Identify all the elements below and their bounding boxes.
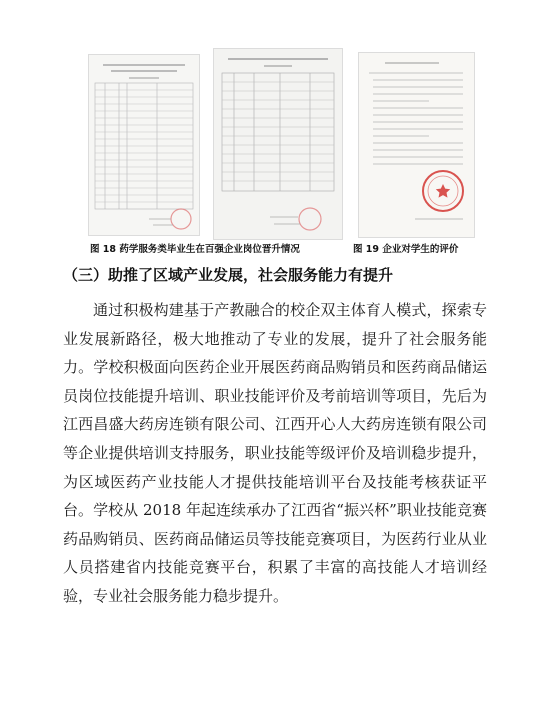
scanned-table-photo-1 [88, 54, 200, 236]
scanned-table-photo-2 [213, 48, 343, 240]
section-heading: （三）助推了区域产业发展，社会服务能力有提升 [63, 266, 394, 284]
body-paragraph: 通过积极构建基于产教融合的校企双主体育人模式，探索专业发展新路径，极大地推动了专业的发展，提升了社会服务能力。学校积极面向医药企业开展医药商品购销员和医药商品储运员岗位技能提升培训、职业技能评价及考前培训等项目，先后为江西昌盛大药房连锁有限公司、江西开心人大药房连锁有限公司等企业提供培训支持服务，职业技能等级评价及培训稳步提升，为区域医药产业技能人才提供技能培训平台及技能考核获证平台。学校从 2018 年起连续承办了江西省“振兴杯”职业技能竞赛药品购销员、医药商品储运员等技能竞赛项目，为医药行业从业人员搭建省内技能竞赛平台，积累了丰富的高技能人才培训经验，专业社会服务能力稳步提升。 [63, 301, 487, 605]
figure-19-caption: 图 19 企业对学生的评价 [353, 244, 459, 255]
figure-captions [60, 241, 480, 257]
evaluation-letter-photo [358, 52, 475, 238]
figure-18-caption: 图 18 药学服务类毕业生在百强企业岗位晋升情况 [90, 244, 300, 255]
figure-photos [88, 48, 478, 238]
